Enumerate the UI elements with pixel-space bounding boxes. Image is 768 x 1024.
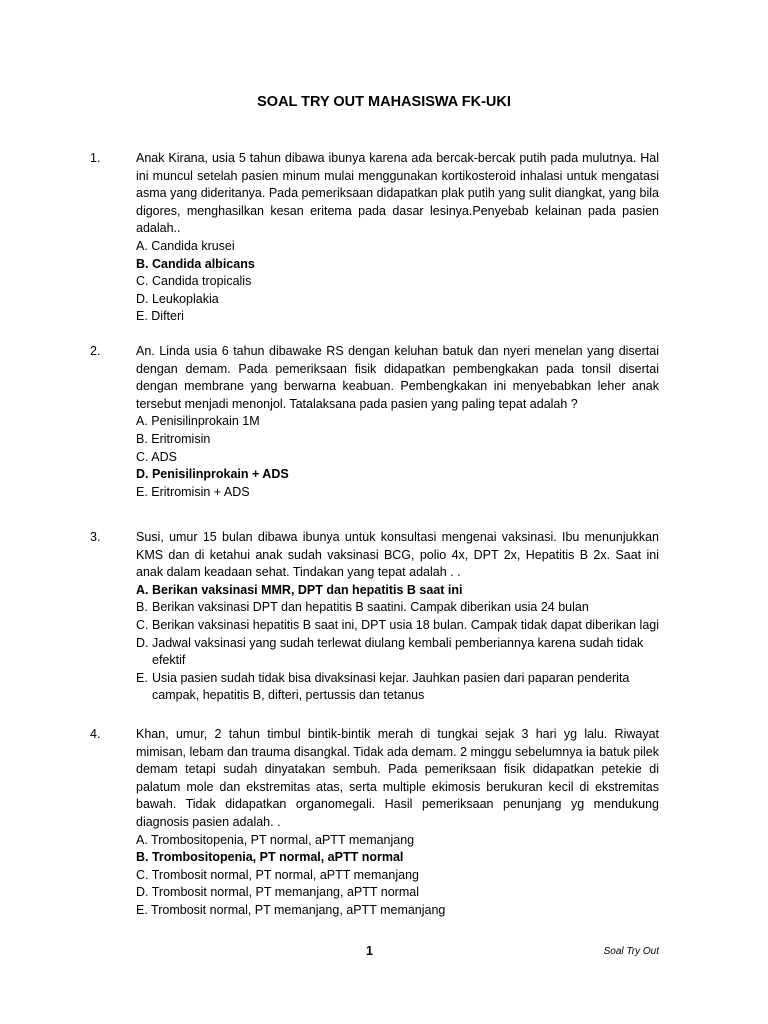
option-text: Berikan vaksinasi DPT dan hepatitis B saatini. Campak diberikan usia 24 bulan bbox=[152, 600, 589, 615]
option-b: B. Eritromisin bbox=[136, 431, 211, 446]
option-c: C. Candida tropicalis bbox=[136, 274, 252, 289]
question-body bbox=[136, 529, 659, 705]
option-e: E. Trombosit normal, PT memanjang, aPTT memanjang bbox=[136, 902, 446, 917]
option-letter: B. bbox=[136, 600, 148, 615]
question-number: 4. bbox=[90, 727, 101, 741]
option-text: Berikan vaksinasi MMR, DPT dan hepatitis B saat ini bbox=[152, 582, 463, 597]
option-a bbox=[136, 582, 659, 600]
option-b: B. Trombositopenia, PT normal, aPTT normal bbox=[136, 850, 404, 865]
page-title: SOAL TRY OUT MAHASISWA FK-UKI bbox=[257, 94, 511, 110]
option-c: C. ADS bbox=[136, 449, 177, 464]
option-letter: A. bbox=[136, 582, 149, 597]
question-body bbox=[136, 726, 659, 920]
question-stem: Anak Kirana, usia 5 tahun dibawa ibunya karena ada bercak-bercak putih pada mulutnya. Hal ini muncul setelah pasien minum mulai menggunakan kortikosteroid inhalasi untuk mengatasi asma yang dideritanya. Pada pemeriksaan didapatkan plak putih yang sulit diangkat, yang bila digores, menghasilkan kesan eritema pada dasar lesinya.Penyebab kelainan pada pasien adalah.. bbox=[136, 151, 659, 236]
option-c bbox=[136, 617, 659, 635]
option-letter: D. bbox=[136, 635, 149, 650]
option-text: Jadwal vaksinasi yang sudah terlewat diulang kembali pemberiannya karena sudah tidak efektif bbox=[152, 635, 644, 668]
option-letter: E. bbox=[136, 670, 148, 685]
option-a: A. Trombositopenia, PT normal, aPTT memanjang bbox=[136, 832, 415, 847]
option-e: E. Eritromisin + ADS bbox=[136, 484, 250, 499]
option-d: D. Leukoplakia bbox=[136, 291, 219, 306]
question-number: 2. bbox=[90, 344, 101, 358]
question-number: 1. bbox=[90, 151, 101, 165]
option-c: C. Trombosit normal, PT normal, aPTT memanjang bbox=[136, 867, 419, 882]
question-stem: An. Linda usia 6 tahun dibawake RS dengan keluhan batuk dan nyeri menelan yang disertai dengan demam. Pada pemeriksaan fisik didapatkan pembengkakan pada tonsil disertai dengan membrane yang berwarna keabuan. Pembengkakan ini menyebabkan leher anak tersebut menjadi menonjol. Tatalaksana pada pasien yang paling tepat adalah ? bbox=[136, 344, 659, 411]
option-e: E. Difteri bbox=[136, 309, 184, 324]
option-a: A. Candida krusei bbox=[136, 238, 235, 253]
question-body bbox=[136, 343, 659, 501]
option-letter: C. bbox=[136, 617, 149, 632]
option-text: Usia pasien sudah tidak bisa divaksinasi kejar. Jauhkan pasien dari paparan penderita campak, hepatitis B, difteri, pertussis dan tetanus bbox=[152, 670, 630, 703]
question-number: 3. bbox=[90, 530, 101, 544]
question-body bbox=[136, 150, 659, 326]
option-d: D. Trombosit normal, PT memanjang, aPTT normal bbox=[136, 885, 419, 900]
option-e bbox=[136, 670, 659, 705]
option-a: A. Penisilinprokain 1M bbox=[136, 414, 260, 429]
page-number: 1 bbox=[366, 944, 373, 958]
question-stem: Susi, umur 15 bulan dibawa ibunya untuk konsultasi mengenai vaksinasi. Ibu menunjukkan KMS dan di ketahui anak sudah vaksinasi BCG, polio 4x, DPT 2x, Hepatitis B 2x. Saat ini anak dalam keadaan sehat. Tindakan yang tepat adalah . . bbox=[136, 530, 659, 580]
option-d bbox=[136, 635, 659, 670]
option-b bbox=[136, 599, 659, 617]
footer-label: Soal Try Out bbox=[603, 946, 659, 957]
option-text: Berikan vaksinasi hepatitis B saat ini, DPT usia 18 bulan. Campak tidak dapat diberikan lagi bbox=[152, 617, 659, 632]
option-b: B. Candida albicans bbox=[136, 256, 255, 271]
option-d: D. Penisilinprokain + ADS bbox=[136, 467, 289, 482]
question-stem: Khan, umur, 2 tahun timbul bintik-bintik merah di tungkai sejak 3 hari yg lalu. Riwayat mimisan, lebam dan trauma disangkal. Tidak ada demam. 2 minggu sebelumnya ia batuk pilek demam tetapi sudah dinyatakan sembuh. Pada pemeriksaan fisik didapatkan petekie di palatum mole dan ekstremitas atas, serta multiple ekimosis berukuran kecil di ekstremitas bawah. Tidak didapatkan organomegali. Hasil pemeriksaan penunjang yg mendukung diagnosis pasien adalah. . bbox=[136, 727, 659, 829]
